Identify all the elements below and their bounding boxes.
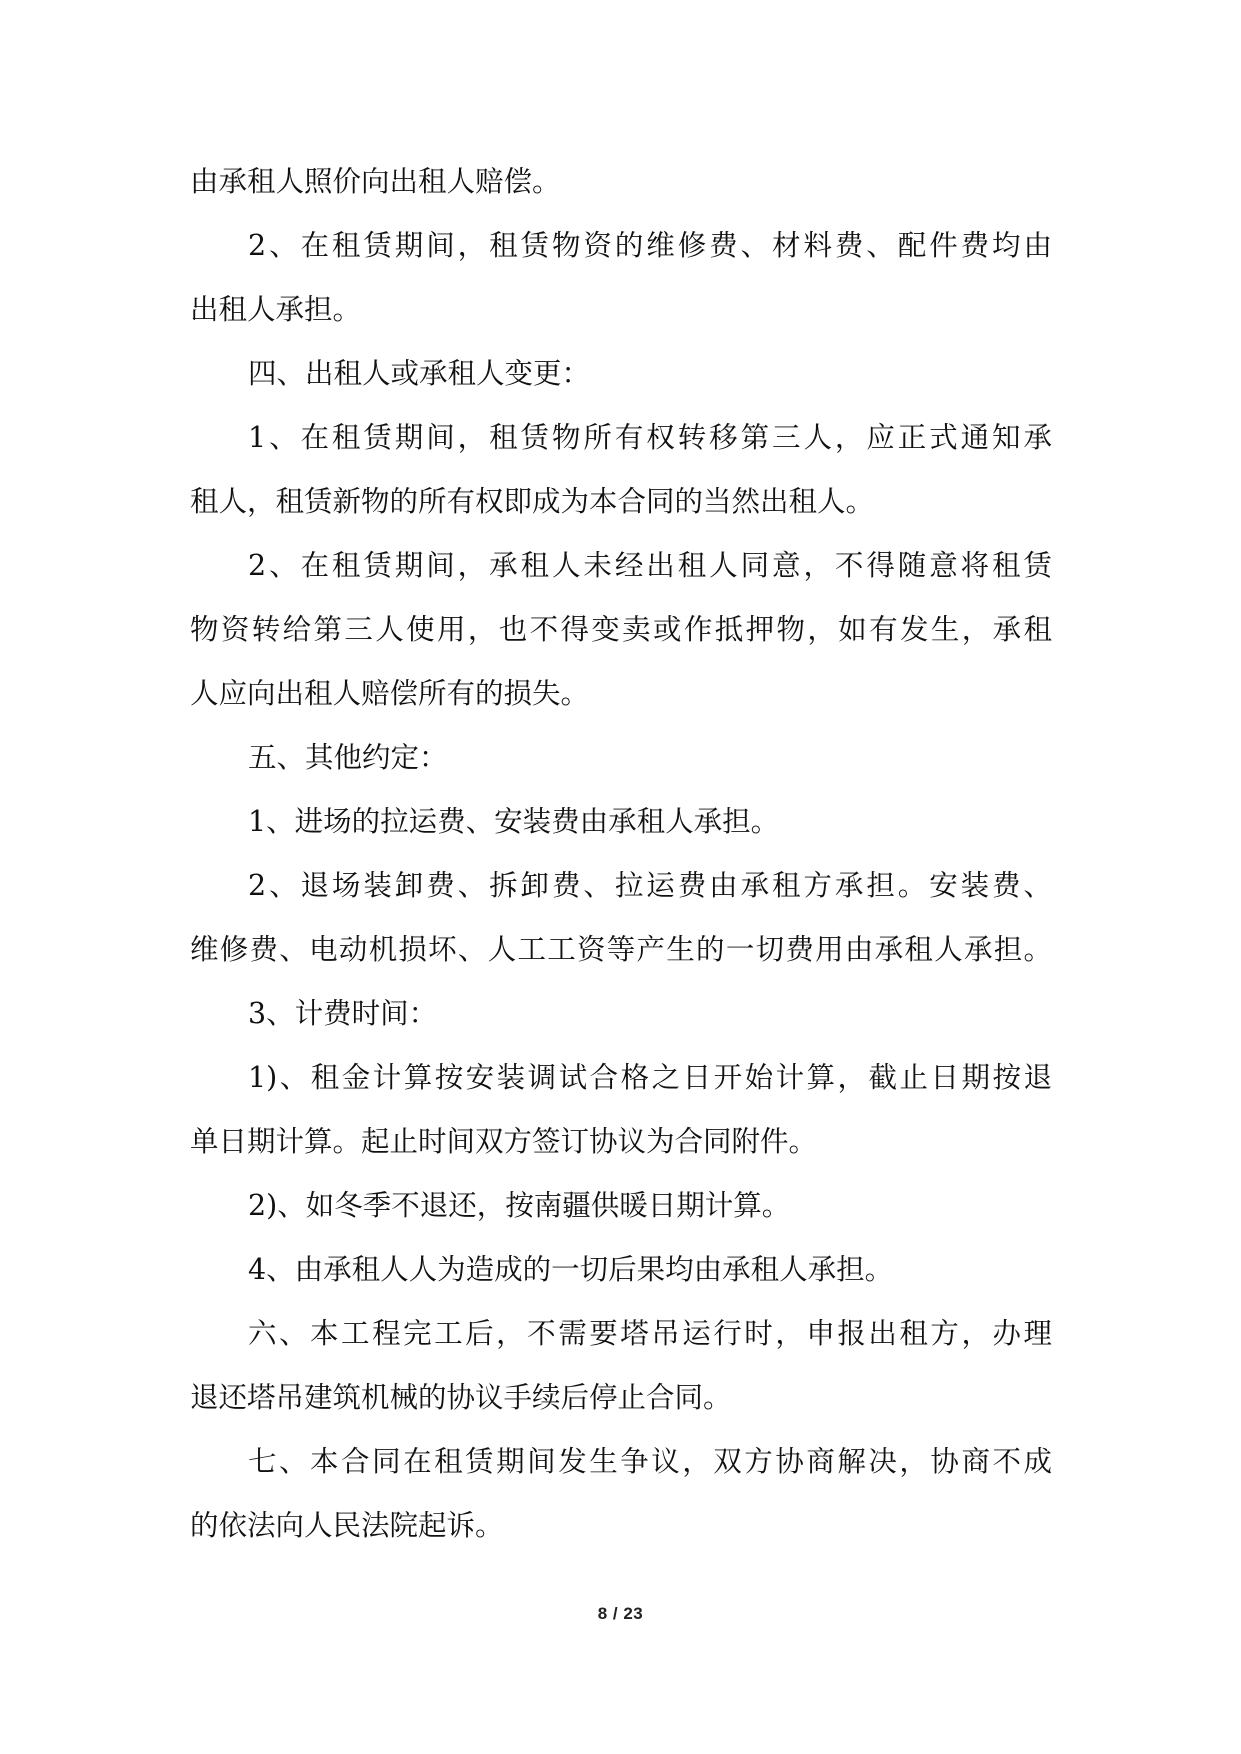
text-line: 2、退场装卸费、拆卸费、拉运费由承租方承担。安装费、 <box>248 869 1052 902</box>
text-line: 维修费、电动机损坏、人工工资等产生的一切费用由承租人承担。 <box>190 933 1052 966</box>
text-line: 退还塔吊建筑机械的协议手续后停止合同。 <box>190 1381 732 1414</box>
text-line: 由承租人照价向出租人赔偿。 <box>190 165 561 198</box>
text-line: 1、进场的拉运费、安装费由承租人承担。 <box>248 805 780 838</box>
text-line: 2、在租赁期间，租赁物资的维修费、材料费、配件费均由 <box>248 229 1052 262</box>
section-heading: 五、其他约定： <box>248 741 448 774</box>
text-line: 1)、租金计算按安装调试合格之日开始计算，截止日期按退 <box>248 1061 1052 1094</box>
text-line: 的依法向人民法院起诉。 <box>190 1509 504 1542</box>
text-line: 物资转给第三人使用，也不得变卖或作抵押物，如有发生，承租 <box>190 613 1052 646</box>
section-heading: 七、本合同在租赁期间发生争议，双方协商解决，协商不成 <box>248 1445 1052 1478</box>
section-heading: 六、本工程完工后，不需要塔吊运行时，申报出租方，办理 <box>248 1317 1052 1350</box>
text-line: 单日期计算。起止时间双方签订协议为合同附件。 <box>190 1125 818 1158</box>
text-line: 4、由承租人人为造成的一切后果均由承租人承担。 <box>248 1253 894 1286</box>
text-line: 人应向出租人赔偿所有的损失。 <box>190 677 590 710</box>
document-body <box>190 150 1052 1558</box>
text-line: 出租人承担。 <box>190 293 362 326</box>
page-number: 8 / 23 <box>597 1604 644 1623</box>
text-line: 3、计费时间： <box>248 997 438 1030</box>
text-line: 租人，租赁新物的所有权即成为本合同的当然出租人。 <box>190 485 875 518</box>
section-heading: 四、出租人或承租人变更： <box>248 357 591 390</box>
text-line: 2)、如冬季不退还，按南疆供暖日期计算。 <box>248 1189 791 1222</box>
text-line: 2、在租赁期间，承租人未经出租人同意，不得随意将租赁 <box>248 549 1052 582</box>
text-line: 1、在租赁期间，租赁物所有权转移第三人，应正式通知承 <box>248 421 1052 454</box>
